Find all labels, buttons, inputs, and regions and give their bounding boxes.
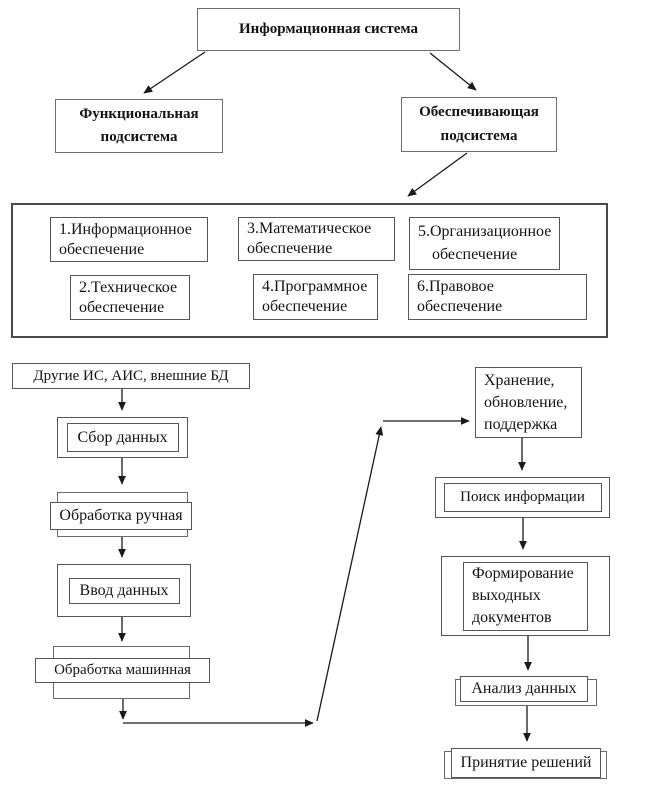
node-information-search: [435, 477, 610, 518]
node-component-4-software: [253, 274, 378, 320]
node-data-collection: [57, 417, 188, 458]
component-1-line2: обеспечение: [59, 240, 145, 258]
component-4-line1: 4.Программное: [262, 278, 368, 295]
functional-line2: подсистема: [100, 129, 178, 146]
node-information-system-label: Информационная система: [239, 21, 418, 38]
node-functional-subsystem: [55, 99, 223, 153]
output-documents-line2: выходных: [472, 587, 541, 604]
component-3-line2: обеспечение: [247, 240, 333, 257]
node-component-6-legal: [408, 274, 587, 320]
node-providing-subsystem: [401, 97, 557, 152]
information-search-inner-box: [444, 483, 602, 512]
arrow-providing-to-components: [408, 153, 467, 196]
decision-making-label: Принятие решений: [460, 754, 592, 771]
arrow-root-to-providing: [430, 53, 476, 90]
component-5-line2: обеспечение: [432, 246, 518, 264]
node-decision-making: [451, 748, 601, 778]
machine-processing-label: Обработка машинная: [54, 662, 191, 679]
node-component-2-technical: [70, 275, 190, 320]
arrow-root-to-functional: [144, 52, 205, 93]
node-component-3-mathematical: [238, 217, 395, 261]
output-documents-line1: Формирование: [472, 565, 574, 582]
node-component-5-organizational: [409, 217, 560, 270]
output-documents-inner-box: [463, 562, 588, 631]
node-component-1-information: [50, 217, 208, 262]
component-6-line2: обеспечение: [417, 298, 503, 315]
component-6-line1: 6.Правовое: [417, 278, 494, 295]
providing-line2: подсистема: [440, 128, 518, 145]
node-external-sources: [12, 363, 250, 389]
storage-line2: обновление,: [484, 393, 568, 411]
information-search-label: Поиск информации: [460, 489, 585, 506]
node-machine-processing: [35, 658, 210, 683]
node-manual-processing: [50, 502, 192, 530]
output-documents-line3: документов: [472, 609, 552, 626]
data-entry-label: Ввод данных: [79, 581, 169, 599]
component-3-line1: 3.Математическое: [247, 220, 372, 237]
providing-line1: Обеспечивающая: [419, 104, 539, 121]
component-4-line2: обеспечение: [262, 298, 348, 315]
data-collection-label: Сбор данных: [77, 428, 168, 446]
component-1-line1: 1.Информационное: [59, 220, 192, 238]
storage-line1: Хранение,: [484, 371, 555, 389]
data-entry-inner-box: [69, 578, 180, 604]
external-sources-label: Другие ИС, АИС, внешние БД: [33, 367, 229, 384]
storage-line3: поддержка: [484, 415, 558, 433]
component-2-line1: 2.Техническое: [79, 278, 178, 296]
component-2-line2: обеспечение: [79, 298, 165, 316]
manual-processing-label: Обработка ручная: [59, 507, 183, 524]
functional-line1: Функциональная: [79, 105, 199, 122]
node-data-entry: [57, 564, 191, 617]
arrow-diagonal-up: [317, 427, 381, 721]
node-data-analysis: [460, 676, 588, 702]
node-information-system: [197, 8, 460, 51]
data-collection-inner-box: [67, 423, 179, 452]
component-5-line1: 5.Организационное: [418, 222, 552, 240]
node-storage: [475, 367, 582, 438]
node-output-documents: [441, 556, 610, 636]
data-analysis-label: Анализ данных: [471, 680, 577, 697]
